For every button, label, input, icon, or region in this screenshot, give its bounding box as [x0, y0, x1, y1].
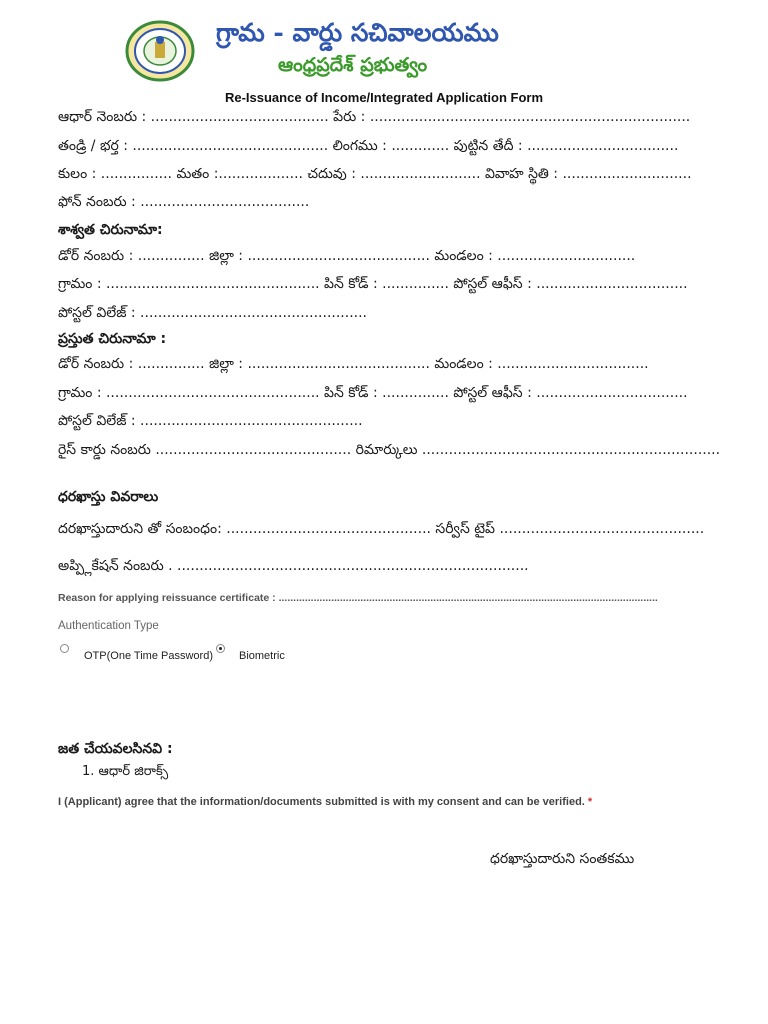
form-header: [118, 14, 548, 90]
consent-statement: [58, 796, 592, 808]
caste-religion-education-line: కులం : ................ మతం :................... చదువు : ........................... వివాహ స్థితి : .............................: [58, 166, 692, 182]
otp-radio[interactable]: [60, 644, 69, 653]
reason-line: Reason for applying reissuance certificate : ..................................................................................................................................: [58, 592, 658, 604]
otp-radio-label: OTP(One Time Password): [84, 650, 213, 662]
attachments-heading: జత చేయవలసినవి :: [58, 741, 173, 757]
application-details-heading: ధరఖాస్తు వివరాలు: [58, 489, 159, 505]
header-title: గ్రామ - వార్డు సచివాలయము: [216, 18, 499, 47]
permanent-village-pincode-postoffice-line: గ్రామం : ................................................ పిన్ కోడ్ : ............... పోస్టల్ ఆఫీస్ : ..................................: [58, 276, 688, 292]
parent-gender-dob-line: తండ్రి / భర్త : ............................................ లింగము : ............. పుట్టిన తేదీ : ..................................: [58, 138, 679, 154]
authentication-type-label: Authentication Type: [58, 620, 159, 632]
biometric-radio-label: Biometric: [239, 650, 285, 662]
application-number-line: అప్ప్లికేషన్ నంబరు . ...............................................................................: [58, 558, 529, 574]
phone-line: ఫోన్ నంబరు : ......................................: [58, 194, 310, 210]
aadhaar-name-line: ఆధార్ నెంబరు : ........................................ పేరు : ........................................................................: [58, 109, 691, 125]
form-title: Re-Issuance of Income/Integrated Application Form: [224, 90, 544, 105]
ap-government-emblem-icon: [124, 20, 196, 82]
biometric-radio[interactable]: [216, 644, 225, 653]
permanent-address-heading: శాశ్వత చిరునామా:: [58, 222, 163, 238]
header-subtitle: ఆంధ్రప్రదేశ్ ప్రభుత్వం: [278, 54, 428, 76]
ricecard-remarks-line: రైస్ కార్డు నంబరు ............................................ రిమార్కులు ...................................................................: [58, 442, 721, 458]
attachment-item: 1. ఆధార్ జిరాక్స్: [82, 764, 169, 779]
required-mark: *: [587, 796, 593, 808]
present-village-pincode-postoffice-line: గ్రామం : ................................................ పిన్ కోడ్ : ............... పోస్టల్ ఆఫీస్ : ..................................: [58, 385, 688, 401]
present-address-heading: ప్రస్తుత చిరునామా :: [58, 331, 167, 347]
permanent-door-district-mandal-line: డోర్ నంబరు : ............... జిల్లా : ......................................... మండలం : ...............................: [58, 248, 636, 264]
permanent-postal-village-line: పోస్టల్ విలేజ్ : ...................................................: [58, 305, 368, 321]
applicant-signature-label: ధరఖాస్తుదారుని సంతకము: [490, 851, 635, 867]
consent-text: I (Applicant) agree that the information/documents submitted is with my consent and can be verified.: [58, 796, 585, 808]
present-door-district-mandal-line: డోర్ నంబరు : ............... జిల్లా : ......................................... మండలం : ..................................: [58, 356, 649, 372]
present-postal-village-line: పోస్టల్ విలేజ్ : ..................................................: [58, 413, 363, 429]
relation-service-type-line: దరఖాస్తుదారుని తో సంబంధం: .............................................. సర్వీస్ టైప్ ..............................................: [58, 521, 705, 537]
